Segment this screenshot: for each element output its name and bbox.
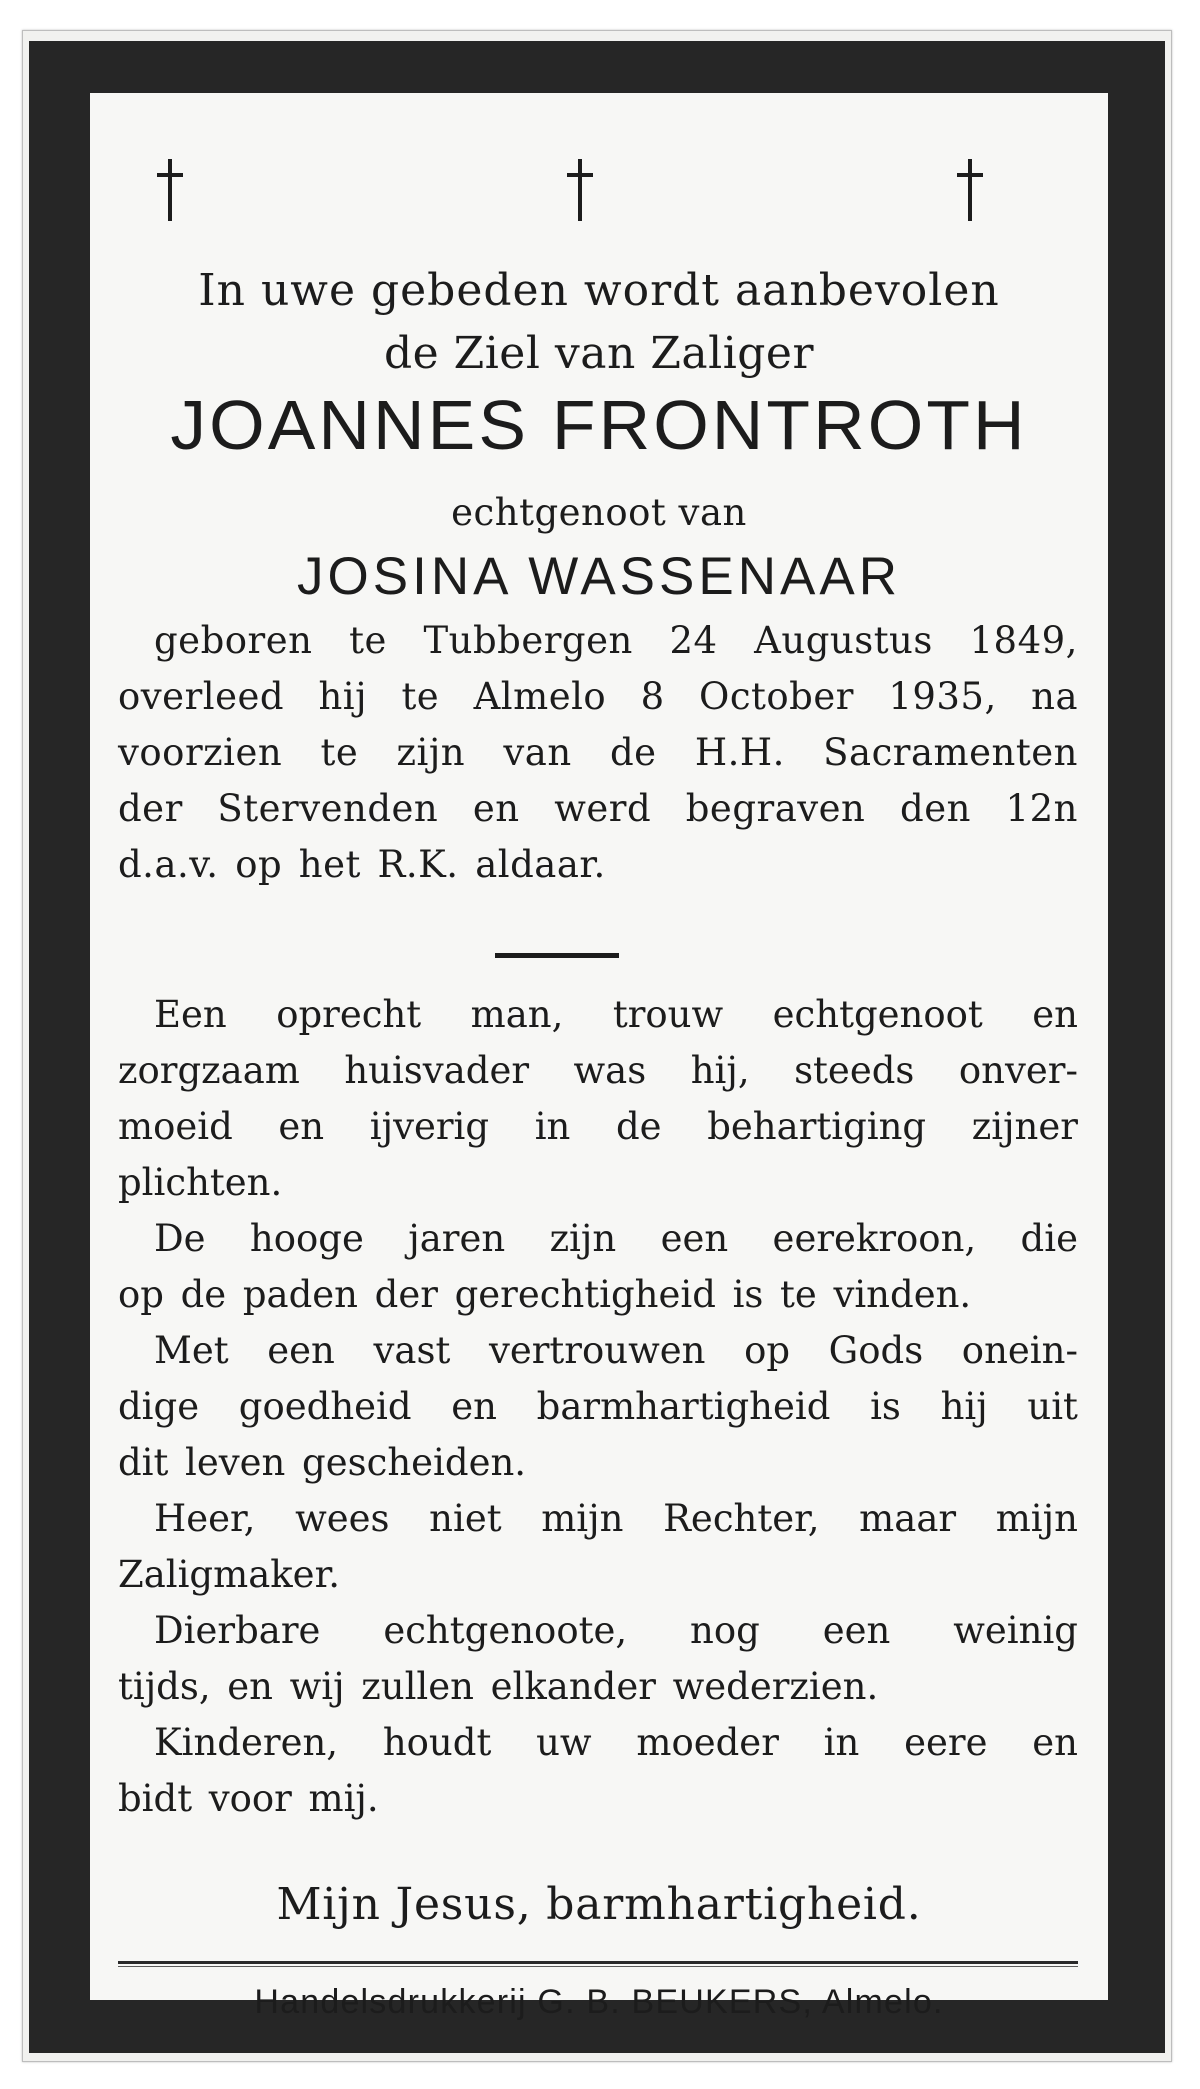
virtue-text [118,987,1078,1827]
text-line [118,725,1078,781]
text-line [118,781,1078,837]
word: Sacramenten [823,731,1078,774]
word: der [374,1273,438,1316]
word: moeid [118,1105,233,1148]
word: een [660,1217,729,1260]
word: aldaar. [475,843,606,886]
word: ijverig [369,1105,490,1148]
word: dige [118,1385,200,1428]
word: en [1032,993,1078,1036]
word: eerekroon, [772,1217,977,1260]
virtue-paragraph [118,1491,1078,1603]
text-line [118,613,1078,669]
word: nog [690,1609,760,1652]
word: weinig [953,1609,1078,1652]
text-line [118,1323,1078,1379]
word: huisvader [344,1049,530,1092]
word: dit [118,1441,169,1484]
cross-icon [950,155,990,225]
word: een [267,1329,335,1372]
intro-line-1: In uwe gebeden wordt aanbevolen [198,265,1000,316]
word: October [698,675,854,718]
word: hij, [690,1049,750,1092]
word: elkander [490,1665,656,1708]
word: Heer, [154,1497,256,1540]
closing-prayer: Mijn Jesus, barmhartigheid. [276,1879,922,1930]
word: is [870,1385,901,1428]
word: maar [859,1497,957,1540]
word: en [227,1665,273,1708]
virtue-paragraph [118,1323,1078,1491]
word: mij. [308,1777,379,1820]
word: Dierbare [154,1609,321,1652]
word: in [823,1721,860,1764]
word: zijn [549,1217,617,1260]
word: R.K. [377,843,459,886]
word: uw [536,1721,592,1764]
word: trouw [612,993,724,1036]
word: Een [154,993,227,1036]
crosses-row [90,155,1108,225]
biography-paragraph [118,613,1078,893]
word: de [180,1273,227,1316]
word: 1849, [969,619,1078,662]
word: te [349,619,387,662]
word: zorgzaam [118,1049,300,1092]
word: man, [470,993,564,1036]
word: Stervenden [217,787,439,830]
deceased-name: JOANNES FRONTROTH [170,386,1028,464]
card-content [90,93,1108,2021]
word: wij [289,1665,345,1708]
word: der [118,787,183,830]
word: zullen [361,1665,474,1708]
word: tijds, [118,1665,211,1708]
word: voor [208,1777,292,1820]
word: den [900,787,971,830]
word: van [503,731,572,774]
word: en [472,787,520,830]
word: mijn [541,1497,624,1540]
word: Augustus [754,619,933,662]
word: geboren [154,619,313,662]
text-line [118,1547,1078,1603]
word: d.a.v. [118,843,219,886]
word: behartiging [707,1105,927,1148]
word: voorzien [118,731,283,774]
text-line [118,1211,1078,1267]
word: vast [373,1329,451,1372]
text-line [118,1043,1078,1099]
word: wederzien. [672,1665,879,1708]
word: goedheid [238,1385,412,1428]
word: zijn [396,731,466,774]
text-line [118,1267,1078,1323]
word: het [298,843,361,886]
text-line [118,1771,1078,1827]
word: een [822,1609,891,1652]
word: 24 [669,619,718,662]
word: Rechter, [663,1497,820,1540]
word: op [235,843,283,886]
word: te [401,675,440,718]
spouse-name: JOSINA WASSENAAR [297,547,901,606]
word: Met [154,1329,229,1372]
word: hij [940,1385,988,1428]
word: bidt [118,1777,193,1820]
virtue-paragraph [118,1603,1078,1715]
word: steeds [794,1049,915,1092]
word: leven [185,1441,286,1484]
word: te [320,731,359,774]
word: na [1031,675,1078,718]
word: overleed [118,675,285,718]
text-line [118,1659,1078,1715]
word: op [744,1329,791,1372]
word: gescheiden. [302,1441,527,1484]
word: onein- [961,1329,1078,1372]
word: vertrouwen [488,1329,706,1372]
text-line [118,1155,1078,1211]
text-line [118,1491,1078,1547]
word: vinden. [833,1273,972,1316]
word: is [732,1273,764,1316]
word: begraven [685,787,866,830]
word: H.H. [694,731,785,774]
mourning-border [29,41,1165,2053]
word: oprecht [276,993,422,1036]
text-line [118,1379,1078,1435]
word: 8 [640,675,665,718]
cross-icon [150,155,190,225]
word: te [780,1273,817,1316]
word: werd [554,787,652,830]
text-line [118,1715,1078,1771]
word: Tubbergen [423,619,633,662]
word: op [118,1273,164,1316]
word: onver- [958,1049,1078,1092]
word: eere [904,1721,988,1764]
text-line [118,1603,1078,1659]
virtue-paragraph [118,987,1078,1211]
word: echtgenoote, [383,1609,628,1652]
printer-credit: Handelsdrukkerij G. B. BEUKERS, Almelo. [254,1983,944,2021]
word: paden [242,1273,358,1316]
word: de [609,731,657,774]
word: 1935, [888,675,997,718]
word: Gods [828,1329,924,1372]
section-divider [495,953,619,958]
text-line [118,669,1078,725]
word: en [1032,1721,1078,1764]
word: was [573,1049,647,1092]
text-line [118,837,1078,893]
word: Almelo [473,675,607,718]
word: hooge [249,1217,364,1260]
memorial-card [22,30,1172,2062]
text-line [118,987,1078,1043]
word: wees [295,1497,390,1540]
word: en [451,1385,497,1428]
spouse-relation: echtgenoot van [451,491,747,534]
word: Kinderen, [154,1721,339,1764]
word: plichten. [118,1161,283,1204]
word: De [154,1217,206,1260]
word: hij [318,675,368,718]
word: zijner [971,1105,1078,1148]
word: jaren [408,1217,506,1260]
virtue-paragraph [118,1715,1078,1827]
word: de [616,1105,662,1148]
word: en [278,1105,325,1148]
word: houdt [382,1721,492,1764]
text-line [118,1099,1078,1155]
word: 12n [1005,787,1078,830]
word: gerechtigheid [454,1273,716,1316]
word: mijn [995,1497,1078,1540]
word: die [1020,1217,1078,1260]
printer-rule [118,1961,1078,1964]
intro-line-2: de Ziel van Zaliger [383,328,815,379]
word: echtgenoot [772,993,983,1036]
word: niet [429,1497,502,1540]
word: uit [1027,1385,1078,1428]
virtue-paragraph [118,1211,1078,1323]
word: barmhartigheid [536,1385,831,1428]
word: Zaligmaker. [118,1553,340,1596]
text-line [118,1435,1078,1491]
word: moeder [636,1721,779,1764]
word: in [534,1105,571,1148]
cross-icon [560,155,600,225]
